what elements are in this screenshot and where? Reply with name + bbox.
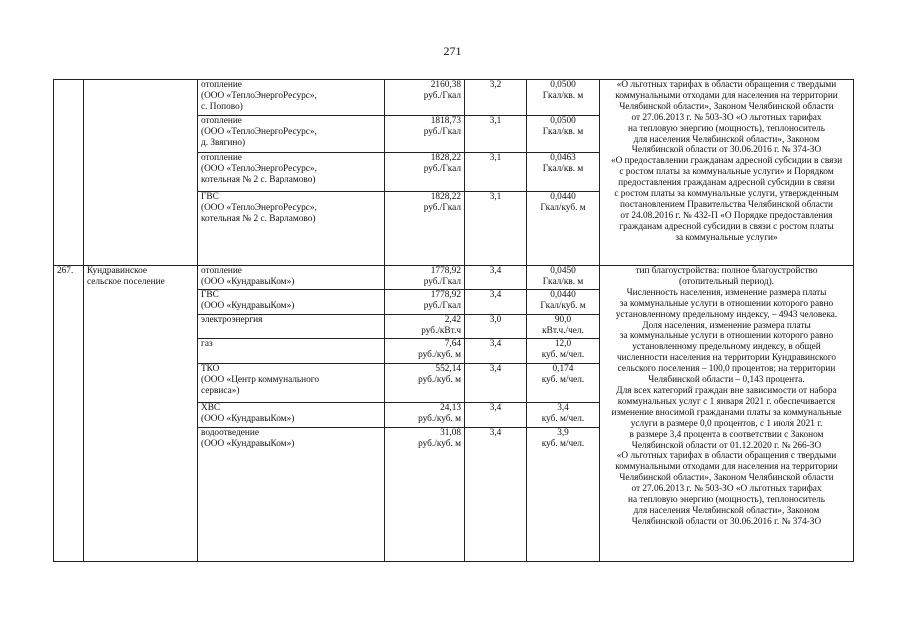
number-cell <box>54 80 84 266</box>
service-cell: газ <box>198 339 385 364</box>
service-cell: ГВС (ООО «ТеплоЭнергоРесурс», котельная № 2 с. Варламово) <box>198 192 385 266</box>
service-cell: водоотведение (ООО «КундравыКом») <box>198 428 385 562</box>
index-cell: 3,4 <box>465 428 527 562</box>
norm-cell: 0,0440 Гкал/куб. м <box>527 192 600 266</box>
tariff-cell: 1778,92 руб./Гкал <box>385 266 465 290</box>
index-cell: 3,1 <box>465 116 527 153</box>
tariff-cell: 1828,22 руб./Гкал <box>385 192 465 266</box>
norm-cell: 0,0463 Гкал/кв. м <box>527 153 600 192</box>
tariff-cell: 1778,92 руб./Гкал <box>385 290 465 315</box>
norm-cell: 90,0 кВт.ч./чел. <box>527 315 600 339</box>
service-cell: отопление (ООО «ТеплоЭнергоРесурс», котельная № 2 с. Варламово) <box>198 153 385 192</box>
service-cell: ХВС (ООО «КундравыКом») <box>198 403 385 428</box>
index-cell: 3,4 <box>465 266 527 290</box>
tariff-table <box>53 79 854 562</box>
tariff-cell: 31,08 руб./куб. м <box>385 428 465 562</box>
index-cell: 3,4 <box>465 364 527 403</box>
table-row <box>54 80 854 116</box>
tariff-cell: 1818,73 руб./Гкал <box>385 116 465 153</box>
service-cell: ГВС (ООО «КундравыКом») <box>198 290 385 315</box>
index-cell: 3,1 <box>465 192 527 266</box>
settlement-name: Кундравинское сельское поселение <box>84 266 198 562</box>
index-cell: 3,4 <box>465 339 527 364</box>
note-cell: «О льготных тарифах в области обращения с твердыми коммунальными отходами для населения на территории Челябинской области», Законом Челябинской области от 27.06.2013 г. № 503-ЗО «О льготных тарифах на тепловую энергию (мощность), теплоноситель для населения Челябинской области», Законом Челябинской области от 30.06.2016 г. № 374-ЗО «О предоставлении гражданам адресной субсидии в связи с ростом платы за коммунальные услуги» и Порядком предоставления гражданам адресной субсидии в связи с ростом платы за коммунальные услуги, утвержденным постановлением Правительства Челябинской области от 24.08.2016 г. № 432-П «О Порядке предоставления гражданам адресной субсидии в связи с ростом платы за коммунальные услуги» <box>600 80 854 266</box>
norm-cell: 0,0440 Гкал/куб. м <box>527 290 600 315</box>
norm-cell: 3,4 куб. м/чел. <box>527 403 600 428</box>
index-cell: 3,0 <box>465 315 527 339</box>
service-cell: отопление (ООО «ТеплоЭнергоРесурс», д. Звягино) <box>198 116 385 153</box>
tariff-cell: 552,14 руб./куб. м <box>385 364 465 403</box>
service-cell: ТКО (ООО «Центр коммунального сервиса») <box>198 364 385 403</box>
number-cell: 267. <box>54 266 84 562</box>
settlement-cell <box>84 80 198 266</box>
norm-cell: 0,0450 Гкал/кв. м <box>527 266 600 290</box>
tariff-cell: 1828,22 руб./Гкал <box>385 153 465 192</box>
service-cell: отопление (ООО «ТеплоЭнергоРесурс», с. Попово) <box>198 80 385 116</box>
note-cell: тип благоустройства: полное благоустройство (отопительный период). Численность населения, изменение размера платы за коммунальные услуги в отношении которого равно установленному предельному индексу, – 4943 человека. Доля населения, изменение размера платы за коммунальные услуги в отношении которого равно установленному предельному индексу, в общей численности населения на территории Кундравинского сельского поселения – 100,0 процентов; на территории Челябинской области – 0,143 процента. Для всех категорий граждан вне зависимости от набора коммунальных услуг с 1 января 2021 г. обеспечивается изменение вносимой гражданами платы за коммунальные услуги в размере 0,0 процентов, с 1 июля 2021 г. в размере 3,4 процента в соответствии с Законом Челябинской области от 01.12.2020 г. № 266-ЗО «О льготных тарифах в области обращения с твердыми коммунальными отходами для населения на территории Челябинской области», Законом Челябинской области от 27.06.2013 г. № 503-ЗО «О льготных тарифах на тепловую энергию (мощность), теплоноситель для населения Челябинской области», Законом Челябинской области от 30.06.2016 г. № 374-ЗО <box>600 266 854 562</box>
tariff-cell: 2,42 руб./кВт.ч <box>385 315 465 339</box>
index-cell: 3,4 <box>465 290 527 315</box>
norm-cell: 0,0500 Гкал/кв. м <box>527 116 600 153</box>
tariff-cell: 7,64 руб./куб. м <box>385 339 465 364</box>
service-cell: электроэнергия <box>198 315 385 339</box>
page-number: 271 <box>443 44 462 58</box>
table-row <box>54 266 854 290</box>
norm-cell: 12,0 куб. м/чел. <box>527 339 600 364</box>
tariff-cell: 2160,38 руб./Гкал <box>385 80 465 116</box>
norm-cell: 3,9 куб. м/чел. <box>527 428 600 562</box>
norm-cell: 0,174 куб. м/чел. <box>527 364 600 403</box>
tariff-cell: 24,13 руб./куб. м <box>385 403 465 428</box>
index-cell: 3,4 <box>465 403 527 428</box>
norm-cell: 0,0500 Гкал/кв. м <box>527 80 600 116</box>
index-cell: 3,2 <box>465 80 527 116</box>
index-cell: 3,1 <box>465 153 527 192</box>
service-cell: отопление (ООО «КундравыКом») <box>198 266 385 290</box>
